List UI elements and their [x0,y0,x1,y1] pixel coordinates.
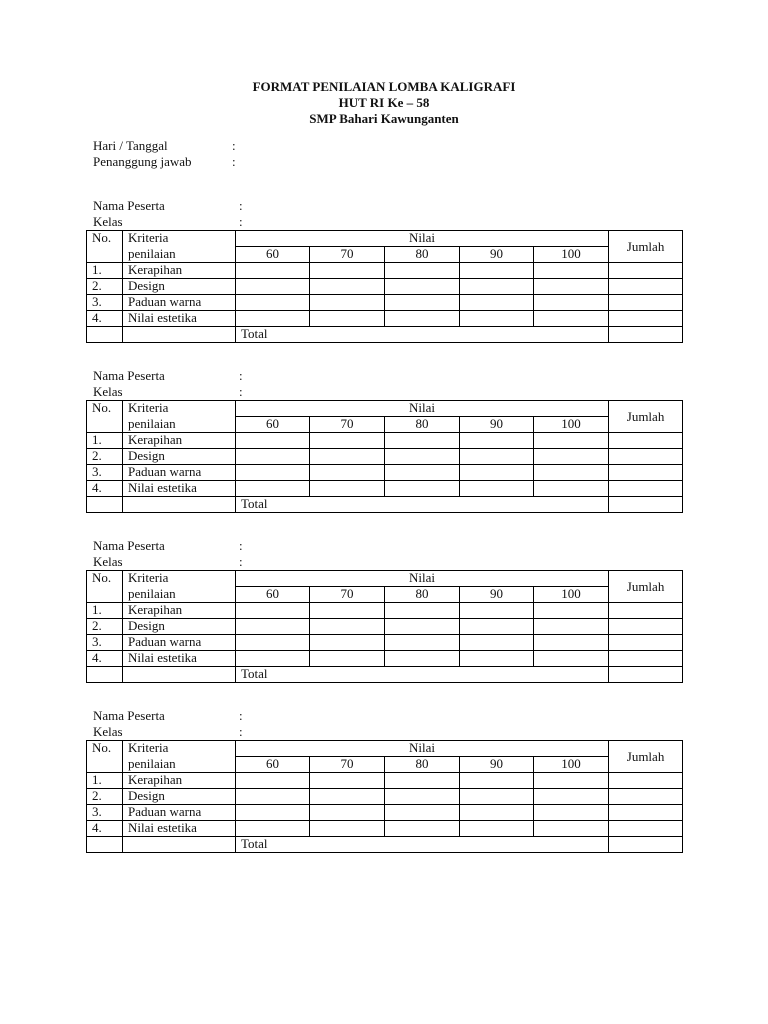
table-row [87,263,683,279]
participant-row [93,538,682,554]
school-name: SMP Bahari Kawunganten [309,111,459,126]
score-cell[interactable] [236,263,310,279]
col-no-header: No. [87,401,123,417]
jumlah-cell[interactable] [609,481,683,497]
class-row [93,724,682,740]
table-row [87,433,683,449]
jumlah-cell[interactable] [609,449,683,465]
criteria-name: Nilai estetika [123,651,236,667]
table-row [87,449,683,465]
score-cell[interactable] [236,821,310,837]
total-value-cell[interactable] [609,667,683,683]
criteria-name: Paduan warna [123,635,236,651]
score-cell[interactable] [460,481,534,497]
assessment-block [86,368,682,513]
pic-row [93,154,236,170]
score-cell[interactable] [310,635,385,651]
score-header: 60 [236,417,310,433]
criteria-number: 2. [87,619,123,635]
col-criteria-header-cont: penilaian [123,587,236,603]
criteria-number: 3. [87,805,123,821]
criteria-name: Kerapihan [123,773,236,789]
score-cell[interactable] [534,821,609,837]
table-header-row [87,231,683,247]
col-no-header-cont [87,757,123,773]
score-cell[interactable] [310,465,385,481]
total-blank-no [87,667,123,683]
table-row [87,481,683,497]
score-cell[interactable] [460,279,534,295]
score-cell[interactable] [534,481,609,497]
col-criteria-header-cont: penilaian [123,417,236,433]
jumlah-cell[interactable] [609,279,683,295]
score-cell[interactable] [460,805,534,821]
class-row [93,554,682,570]
participant-meta [86,708,682,740]
total-blank-no [87,327,123,343]
total-label: Total [236,327,609,343]
score-header: 60 [236,247,310,263]
score-cell[interactable] [385,279,460,295]
score-cell[interactable] [236,465,310,481]
col-criteria-header-cont: penilaian [123,757,236,773]
criteria-name: Kerapihan [123,263,236,279]
criteria-number: 3. [87,635,123,651]
score-cell[interactable] [534,651,609,667]
score-cell[interactable] [534,311,609,327]
class-label: Kelas [93,384,123,399]
table-row [87,635,683,651]
participant-row [93,368,682,384]
pic-colon: : [232,154,236,169]
score-header: 100 [534,247,609,263]
table-row [87,789,683,805]
total-value-cell[interactable] [609,497,683,513]
total-blank-criteria [123,667,236,683]
col-jumlah-header: Jumlah [609,741,683,773]
criteria-name: Paduan warna [123,295,236,311]
col-criteria-header: Kriteria [123,401,236,417]
score-cell[interactable] [534,465,609,481]
col-no-header-cont [87,417,123,433]
col-criteria-header-cont: penilaian [123,247,236,263]
jumlah-cell[interactable] [609,635,683,651]
total-value-cell[interactable] [609,837,683,853]
criteria-name: Paduan warna [123,465,236,481]
score-cell[interactable] [310,263,385,279]
participant-row [93,198,682,214]
total-label: Total [236,837,609,853]
col-no-header: No. [87,231,123,247]
table-row [87,773,683,789]
jumlah-cell[interactable] [609,603,683,619]
score-cell[interactable] [534,295,609,311]
criteria-name: Design [123,619,236,635]
document-subtitle: HUT RI Ke – 58 [338,95,430,110]
col-nilai-header: Nilai [236,401,609,417]
score-header: 60 [236,757,310,773]
total-row [87,837,683,853]
criteria-name: Kerapihan [123,433,236,449]
total-blank-criteria [123,837,236,853]
score-cell[interactable] [310,651,385,667]
score-cell[interactable] [385,449,460,465]
criteria-number: 2. [87,279,123,295]
score-cell[interactable] [385,773,460,789]
score-cell[interactable] [460,651,534,667]
score-cell[interactable] [236,433,310,449]
event-info [93,138,236,170]
table-row [87,311,683,327]
class-colon: : [239,724,243,739]
col-nilai-header: Nilai [236,231,609,247]
score-cell[interactable] [460,821,534,837]
score-cell[interactable] [460,603,534,619]
criteria-name: Design [123,789,236,805]
criteria-name: Design [123,449,236,465]
score-cell[interactable] [385,789,460,805]
criteria-name: Design [123,279,236,295]
participant-label: Nama Peserta [93,368,165,383]
score-cell[interactable] [534,805,609,821]
participant-row [93,708,682,724]
class-label: Kelas [93,724,123,739]
participant-colon: : [239,198,243,213]
col-no-header-cont [87,587,123,603]
score-header: 90 [460,247,534,263]
score-cell[interactable] [385,805,460,821]
assessment-block [86,198,682,343]
criteria-number: 1. [87,773,123,789]
criteria-name: Nilai estetika [123,481,236,497]
score-cell[interactable] [310,789,385,805]
score-cell[interactable] [534,279,609,295]
table-row [87,465,683,481]
score-cell[interactable] [385,651,460,667]
jumlah-cell[interactable] [609,433,683,449]
criteria-number: 1. [87,603,123,619]
score-cell[interactable] [236,651,310,667]
score-table [86,570,683,683]
score-cell[interactable] [310,773,385,789]
score-cell[interactable] [236,311,310,327]
participant-label: Nama Peserta [93,198,165,213]
score-table [86,230,683,343]
criteria-number: 3. [87,465,123,481]
score-cell[interactable] [385,433,460,449]
col-no-header: No. [87,571,123,587]
score-cell[interactable] [236,773,310,789]
jumlah-cell[interactable] [609,311,683,327]
participant-label: Nama Peserta [93,708,165,723]
table-row [87,821,683,837]
score-cell[interactable] [385,635,460,651]
score-header: 100 [534,757,609,773]
score-cell[interactable] [236,295,310,311]
score-cell[interactable] [460,789,534,805]
table-subheader-row [87,417,683,433]
jumlah-cell[interactable] [609,263,683,279]
col-jumlah-header: Jumlah [609,571,683,603]
score-cell[interactable] [385,263,460,279]
criteria-name: Paduan warna [123,805,236,821]
criteria-number: 4. [87,481,123,497]
participant-colon: : [239,538,243,553]
score-cell[interactable] [385,619,460,635]
criteria-number: 4. [87,821,123,837]
score-cell[interactable] [534,635,609,651]
table-header-row [87,571,683,587]
score-cell[interactable] [460,619,534,635]
score-cell[interactable] [534,773,609,789]
jumlah-cell[interactable] [609,295,683,311]
criteria-number: 3. [87,295,123,311]
table-row [87,619,683,635]
score-cell[interactable] [310,449,385,465]
criteria-name: Kerapihan [123,603,236,619]
date-label: Hari / Tanggal [93,138,168,153]
total-value-cell[interactable] [609,327,683,343]
score-header: 70 [310,587,385,603]
criteria-number: 4. [87,651,123,667]
score-cell[interactable] [534,603,609,619]
participant-meta [86,198,682,230]
col-no-header-cont [87,247,123,263]
score-cell[interactable] [534,263,609,279]
class-label: Kelas [93,554,123,569]
table-header-row [87,401,683,417]
total-blank-criteria [123,327,236,343]
class-colon: : [239,554,243,569]
score-header: 80 [385,247,460,263]
table-row [87,805,683,821]
score-header: 80 [385,417,460,433]
col-criteria-header: Kriteria [123,571,236,587]
score-cell[interactable] [236,789,310,805]
score-cell[interactable] [236,449,310,465]
score-cell[interactable] [236,805,310,821]
criteria-number: 1. [87,263,123,279]
score-cell[interactable] [534,449,609,465]
score-header: 70 [310,417,385,433]
score-cell[interactable] [460,311,534,327]
score-cell[interactable] [236,635,310,651]
table-row [87,603,683,619]
score-cell[interactable] [385,295,460,311]
score-cell[interactable] [236,481,310,497]
col-no-header: No. [87,741,123,757]
class-row [93,384,682,400]
document-header [0,79,768,127]
score-header: 70 [310,247,385,263]
table-header-row [87,741,683,757]
score-cell[interactable] [310,619,385,635]
score-header: 80 [385,587,460,603]
score-header: 100 [534,417,609,433]
score-cell[interactable] [236,603,310,619]
total-row [87,497,683,513]
total-label: Total [236,497,609,513]
score-cell[interactable] [310,311,385,327]
score-header: 90 [460,587,534,603]
class-label: Kelas [93,214,123,229]
score-cell[interactable] [385,481,460,497]
score-cell[interactable] [236,279,310,295]
score-header: 90 [460,757,534,773]
score-cell[interactable] [534,619,609,635]
score-cell[interactable] [460,449,534,465]
score-cell[interactable] [460,263,534,279]
score-cell[interactable] [310,603,385,619]
table-row [87,295,683,311]
criteria-name: Nilai estetika [123,821,236,837]
score-cell[interactable] [310,821,385,837]
participant-colon: : [239,368,243,383]
col-criteria-header: Kriteria [123,231,236,247]
class-colon: : [239,384,243,399]
jumlah-cell[interactable] [609,619,683,635]
total-row [87,327,683,343]
score-cell[interactable] [385,603,460,619]
score-cell[interactable] [460,465,534,481]
criteria-number: 2. [87,789,123,805]
score-cell[interactable] [460,433,534,449]
score-table [86,740,683,853]
table-subheader-row [87,247,683,263]
score-header: 90 [460,417,534,433]
score-header: 100 [534,587,609,603]
score-header: 60 [236,587,310,603]
jumlah-cell[interactable] [609,821,683,837]
score-cell[interactable] [385,465,460,481]
total-row [87,667,683,683]
total-blank-criteria [123,497,236,513]
pic-label: Penanggung jawab [93,154,192,169]
score-cell[interactable] [460,635,534,651]
jumlah-cell[interactable] [609,805,683,821]
participant-colon: : [239,708,243,723]
score-cell[interactable] [385,821,460,837]
jumlah-cell[interactable] [609,789,683,805]
participant-meta [86,368,682,400]
participant-label: Nama Peserta [93,538,165,553]
col-jumlah-header: Jumlah [609,231,683,263]
criteria-number: 1. [87,433,123,449]
total-blank-no [87,837,123,853]
jumlah-cell[interactable] [609,773,683,789]
table-row [87,651,683,667]
total-blank-no [87,497,123,513]
table-subheader-row [87,587,683,603]
date-colon: : [232,138,236,153]
assessment-block [86,538,682,683]
score-cell[interactable] [534,433,609,449]
score-header: 80 [385,757,460,773]
score-cell[interactable] [310,279,385,295]
class-row [93,214,682,230]
criteria-number: 4. [87,311,123,327]
document-title: FORMAT PENILAIAN LOMBA KALIGRAFI [252,79,516,94]
score-cell[interactable] [236,619,310,635]
score-cell[interactable] [310,295,385,311]
assessment-block [86,708,682,853]
participant-meta [86,538,682,570]
date-row [93,138,236,154]
score-cell[interactable] [310,805,385,821]
jumlah-cell[interactable] [609,651,683,667]
score-cell[interactable] [310,433,385,449]
score-cell[interactable] [534,789,609,805]
jumlah-cell[interactable] [609,465,683,481]
score-table [86,400,683,513]
criteria-number: 2. [87,449,123,465]
total-label: Total [236,667,609,683]
score-cell[interactable] [310,481,385,497]
table-subheader-row [87,757,683,773]
score-cell[interactable] [385,311,460,327]
class-colon: : [239,214,243,229]
criteria-name: Nilai estetika [123,311,236,327]
score-header: 70 [310,757,385,773]
col-criteria-header: Kriteria [123,741,236,757]
score-cell[interactable] [460,295,534,311]
table-row [87,279,683,295]
col-jumlah-header: Jumlah [609,401,683,433]
col-nilai-header: Nilai [236,741,609,757]
col-nilai-header: Nilai [236,571,609,587]
score-cell[interactable] [460,773,534,789]
